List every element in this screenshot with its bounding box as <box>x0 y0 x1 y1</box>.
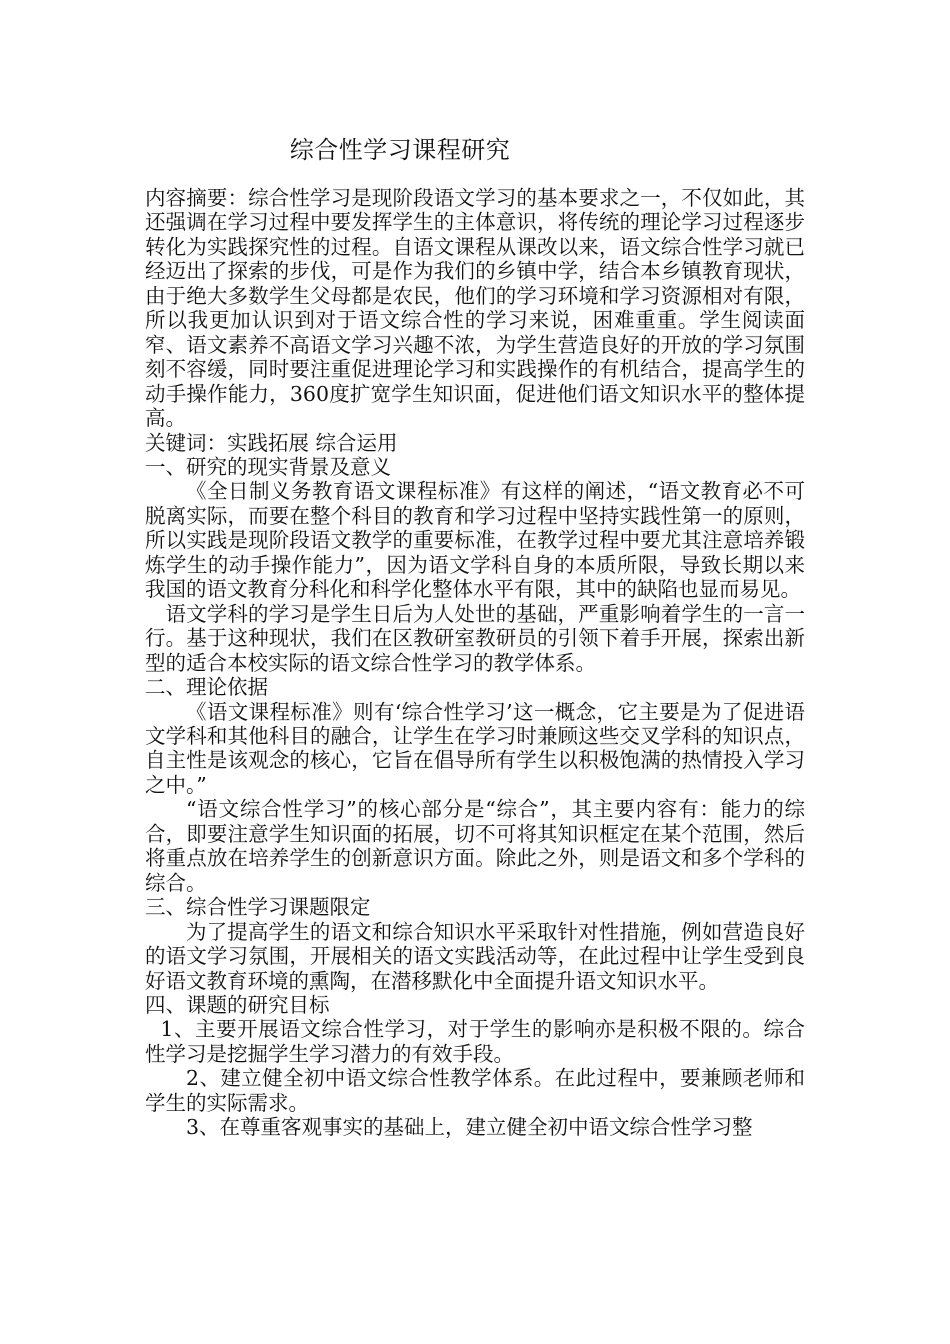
paragraph-goal-3: 3、在尊重客观事实的基础上，建立健全初中语文综合性学习整 <box>186 1115 753 1140</box>
paragraph-theory-2: “语文综合性学习”的核心部分是“综合”，其主要内容有：能力的综合，即要注意学生知识面的拓展，切不可将其知识框定在某个范围，然后将重点放在培养学生的创新意识方面。除此之外，则是语文和多个学科的综合。 <box>145 797 805 895</box>
paragraph-theory-1: 《语文课程标准》则有‘综合性学习’这一概念，它主要是为了促进语文学科和其他科目的融合，让学生在学习时兼顾这些交叉学科的知识点，自主性是该观念的核心，它旨在倡导所有学生以积极饱满的热情投入学习之中。” <box>145 699 805 797</box>
keywords-line: 关键词：实践拓展 综合运用 <box>145 430 398 455</box>
section-heading-goals: 四、课题的研究目标 <box>145 992 330 1017</box>
document-title: 综合性学习课程研究 <box>289 136 511 164</box>
paragraph-scope-1: 为了提高学生的语文和综合知识水平采取针对性措施，例如营造良好的语文学习氛围，开展相关的语文实践活动等，在此过程中让学生受到良好语文教育环境的熏陶，在潜移默化中全面提升语文知识水平。 <box>145 919 805 993</box>
paragraph-background-2: 语文学科的学习是学生日后为人处世的基础，严重影响着学生的一言一行。基于这种现状，我们在区教研室教研员的引领下着手开展，探索出新型的适合本校实际的语文综合性学习的教学体系。 <box>145 601 805 675</box>
paragraph-goal-2: 2、建立健全初中语文综合性教学体系。在此过程中，要兼顾老师和学生的实际需求。 <box>145 1066 805 1115</box>
section-heading-background: 一、研究的现实背景及意义 <box>145 454 391 479</box>
section-heading-scope: 三、综合性学习课题限定 <box>145 895 371 920</box>
abstract-paragraph: 内容摘要：综合性学习是现阶段语文学习的基本要求之一，不仅如此，其还强调在学习过程中要发挥学生的主体意识，将传统的理论学习过程逐步转化为实践探究性的过程。自语文课程从课改以来，语文综合性学习就已经迈出了探索的步伐，可是作为我们的乡镇中学，结合本乡镇教育现状，由于绝大多数学生父母都是农民，他们的学习环境和学习资源相对有限，所以我更加认识到对于语文综合性的学习来说，困难重重。学生阅读面窄、语文素养不高语文学习兴趣不浓，为学生营造良好的开放的学习氛围刻不容缓，同时要注重促进理论学习和实践操作的有机结合，提高学生的动手操作能力，360度扩宽学生知识面，促进他们语文知识水平的整体提高。 <box>145 186 805 431</box>
paragraph-background-1: 《全日制义务教育语文课程标准》有这样的阐述，“语文教育必不可脱离实际，而要在整个科目的教育和学习过程中坚持实践性第一的原则，所以实践是现阶段语文教学的重要标准，在教学过程中要尤其注意培养锻炼学生的动手操作能力”，因为语文学科自身的本质所限，导致长期以来我国的语文教育分科化和科学化整体水平有限，其中的缺陷也显而易见。 <box>145 479 805 602</box>
section-heading-theory: 二、理论依据 <box>145 675 268 700</box>
document-body <box>145 186 805 1140</box>
paragraph-goal-1: 1、主要开展语文综合性学习，对于学生的影响亦是积极不限的。综合性学习是挖掘学生学习潜力的有效手段。 <box>145 1017 805 1066</box>
